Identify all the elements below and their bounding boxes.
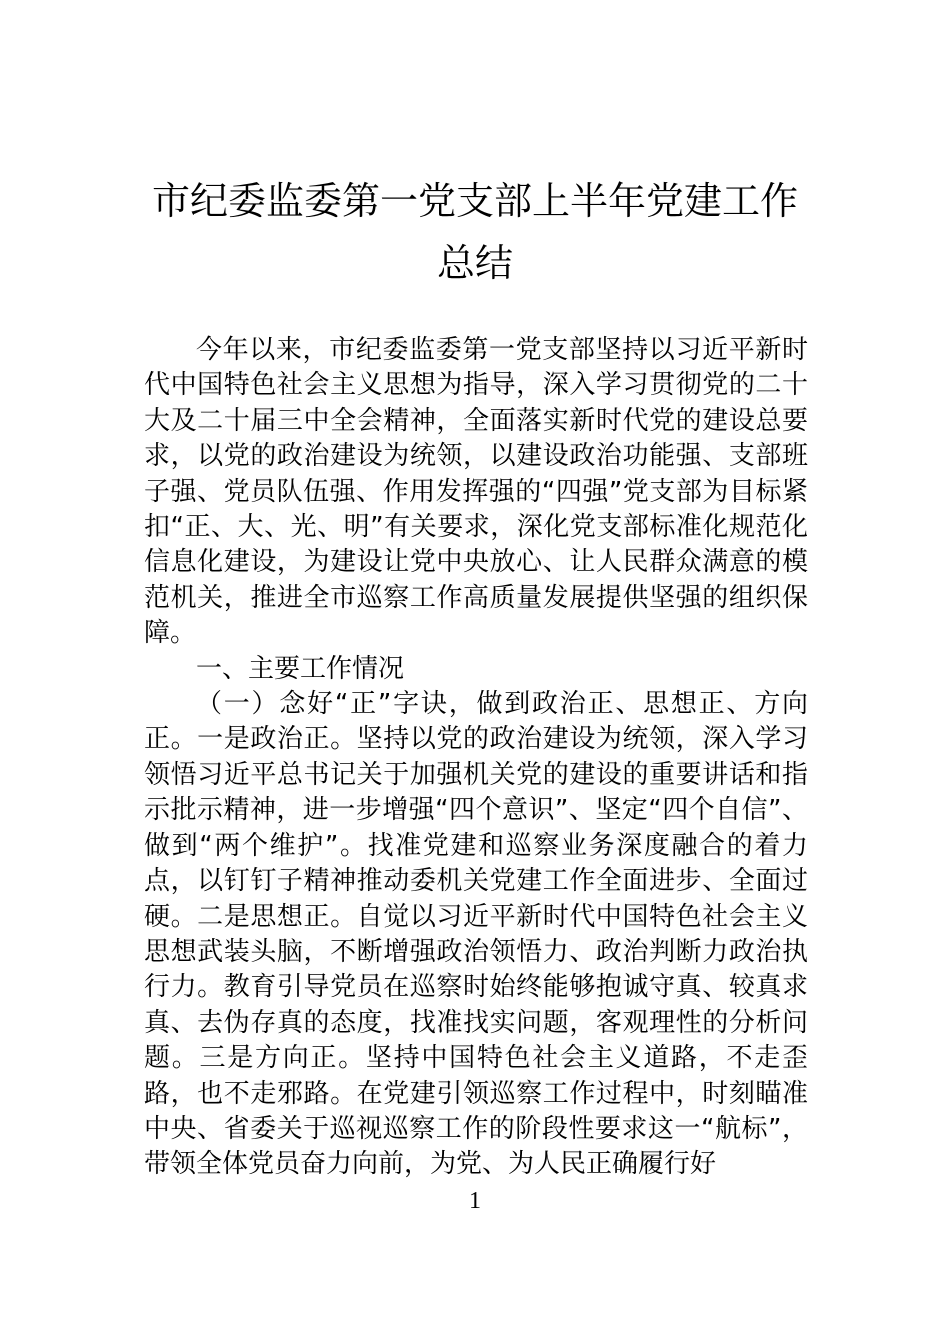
document-title: 市纪委监委第一党支部上半年党建工作总结 [151,179,798,285]
document-body [144,333,808,1183]
intro-paragraph: 今年以来，市纪委监委第一党支部坚持以习近平新时代中国特色社会主义思想为指导，深入学习贯彻党的二十大及二十届三中全会精神，全面落实新时代党的建设总要求，以党的政治建设为统领，以建设政治功能强、支部班子强、党员队伍强、作用发挥强的“四强”党支部为目标紧扣“正、大、光、明”有关要求，深化党支部标准化规范化信息化建设，为建设让党中央放心、让人民群众满意的模范机关，推进全市巡察工作高质量发展提供坚强的组织保障。 [144,335,808,649]
page-number: 1 [469,1188,481,1214]
subsection-paragraph: （一）念好“正”字诀，做到政治正、思想正、方向正。一是政治正。坚持以党的政治建设为统领，深入学习领悟习近平总书记关于加强机关党的建设的重要讲话和指示批示精神，进一步增强“四个意识”、坚定“四个自信”、做到“两个维护”。找准党建和巡察业务深度融合的着力点，以钉钉子精神推动委机关党建工作全面进步、全面过硬。二是思想正。自觉以习近平新时代中国特色社会主义思想武装头脑，不断增强政治领悟力、政治判断力政治执行力。教育引导党员在巡察时始终能够抱诚守真、较真求真、去伪存真的态度，找准找实问题，客观理性的分析问题。三是方向正。坚持中国特色社会主义道路，不走歪路，也不走邪路。在党建引领巡察工作过程中，时刻瞄准中央、省委关于巡视巡察工作的阶段性要求这一“航标”，带领全体党员奋力向前，为党、为人民正确履行好 [144,689,808,1180]
section-heading: 一、主要工作情况 [196,653,405,684]
